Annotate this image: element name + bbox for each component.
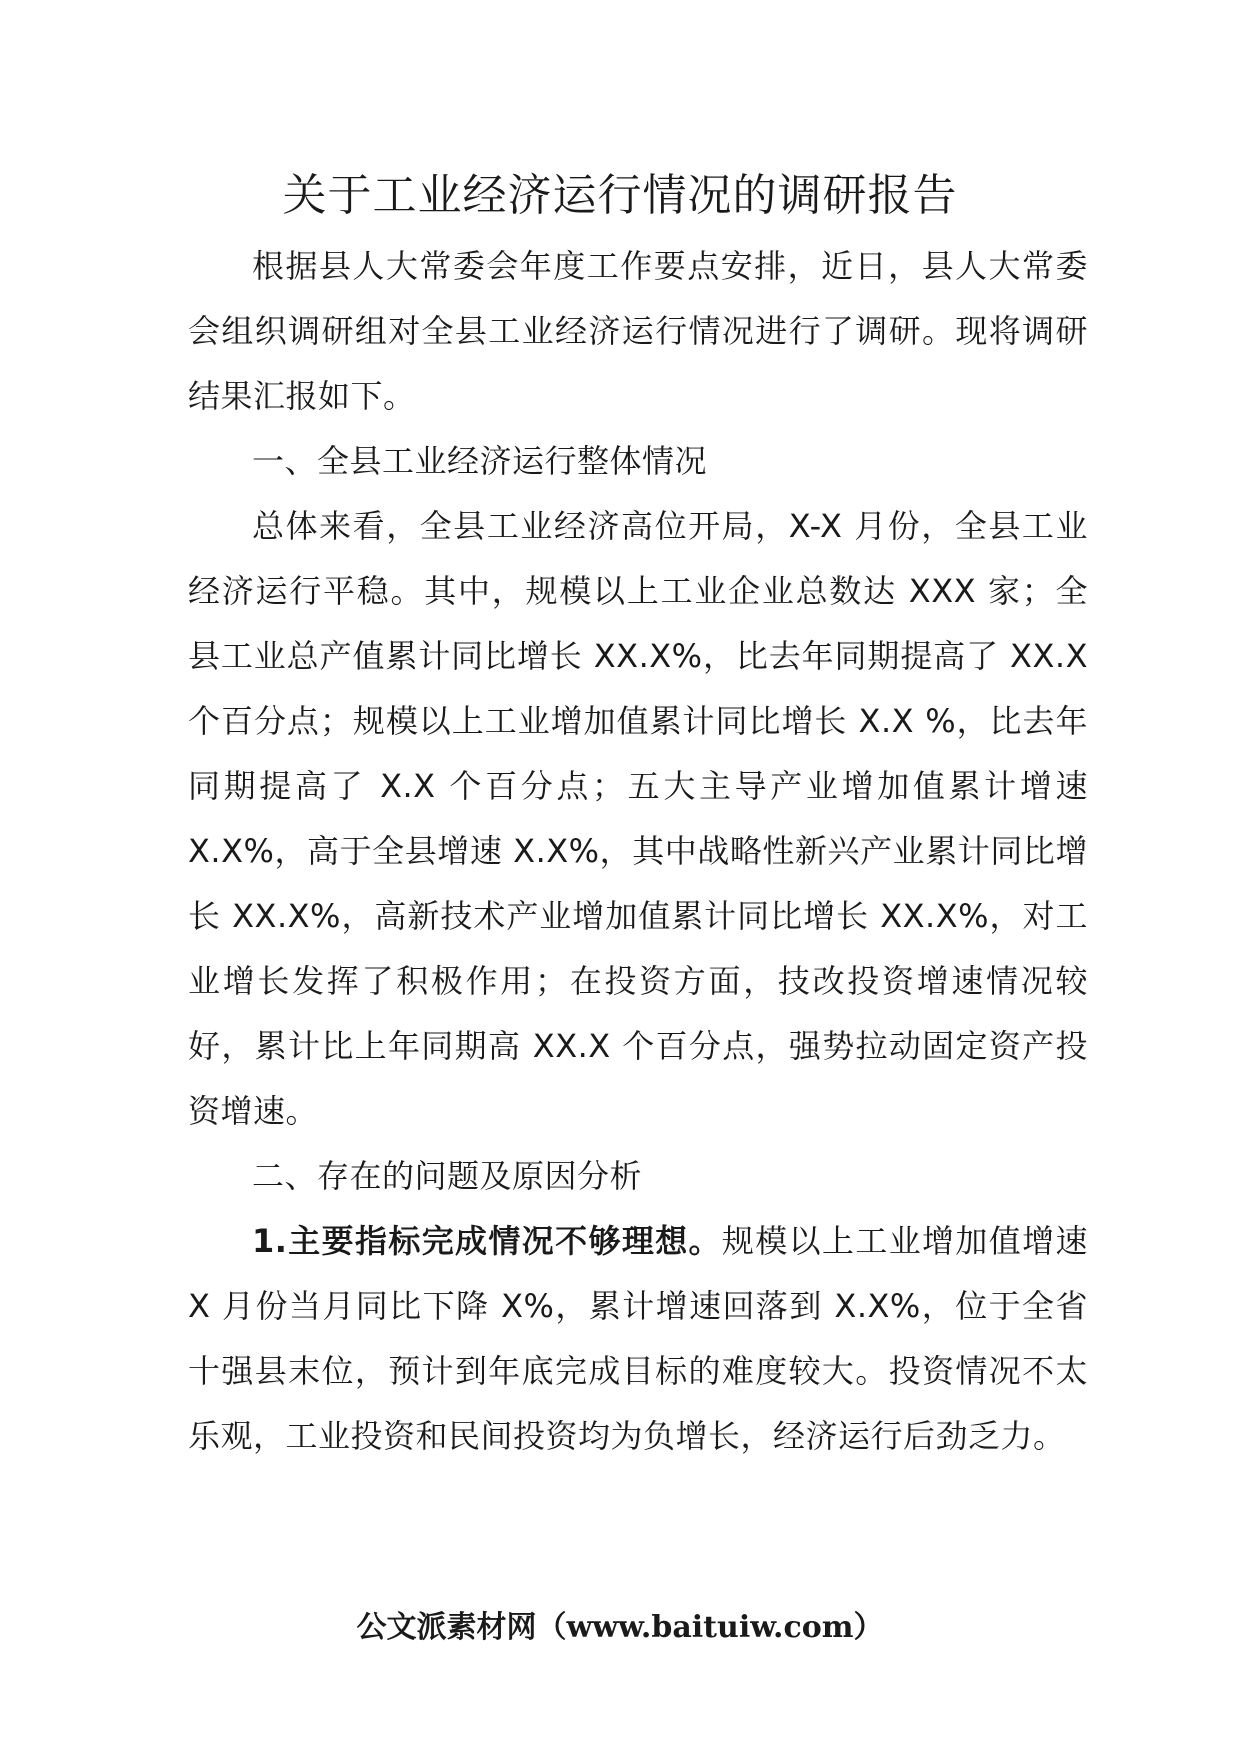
section-1-heading: 一、全县工业经济运行整体情况 bbox=[252, 442, 708, 480]
item-1-body: 规模以上工业增加值增速 X 月份当月同比下降 X%，累计增速回落到 X.X%，位于全省十强县末位，预计到年底完成目标的难度较大。投资情况不太乐观，工业投资和民间投资均为负增长，经济运行后劲乏力。 bbox=[188, 1222, 1088, 1455]
document-body bbox=[188, 234, 1088, 1469]
item-1-paragraph bbox=[188, 1209, 1088, 1469]
document-title: 关于工业经济运行情况的调研报告 bbox=[282, 170, 958, 221]
intro-paragraph: 根据县人大常委会年度工作要点安排，近日，县人大常委会组织调研组对全县工业经济运行情况进行了调研。现将调研结果汇报如下。 bbox=[188, 247, 1088, 415]
section-2-heading: 二、存在的问题及原因分析 bbox=[252, 1157, 643, 1195]
item-1-lead: 1.主要指标完成情况不够理想。 bbox=[252, 1222, 722, 1260]
source-footer: 公文派素材网（www.baituiw.com） bbox=[356, 1610, 884, 1645]
section-1-paragraph: 总体来看，全县工业经济高位开局，X-X 月份，全县工业经济运行平稳。其中，规模以上工业企业总数达 XXX 家；全县工业总产值累计同比增长 XX.X%，比去年同期提高了 XX.X 个百分点；规模以上工业增加值累计同比增长 X.X %，比去年同期提高了 X.X 个百分点；五大主导产业增加值累计增速 X.X%，高于全县增速 X.X%，其中战略性新兴产业累计同比增长 XX.X%，高新技术产业增加值累计同比增长 XX.X%，对工业增长发挥了积极作用；在投资方面，技改投资增速情况较好，累计比上年同期高 XX.X 个百分点，强势拉动固定资产投资增速。 bbox=[188, 507, 1088, 1130]
